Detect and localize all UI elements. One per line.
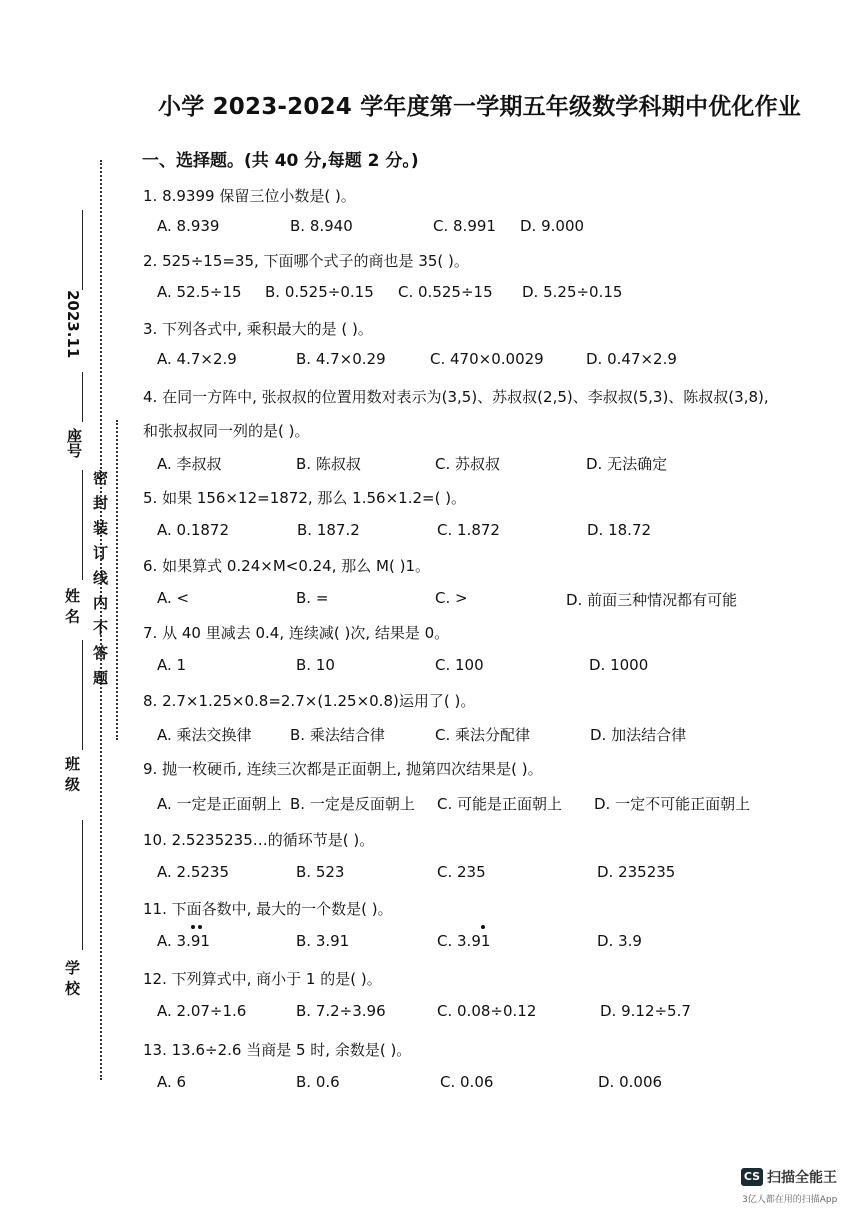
q3-option-b: B. 4.7×0.29 (296, 350, 386, 368)
seat-underline (82, 372, 83, 422)
name-underline (82, 470, 83, 580)
question-3: 3. 下列各式中, 乘积最大的是 ( )。 (143, 320, 373, 338)
repeating-dot (198, 925, 202, 929)
q7-option-a: A. 1 (157, 656, 187, 674)
q4-option-d: D. 无法确定 (586, 455, 668, 473)
q5-option-c: C. 1.872 (437, 521, 500, 539)
question-10: 10. 2.5235235…的循环节是( )。 (143, 831, 375, 849)
question-4-continued: 和张叔叔同一列的是( )。 (143, 422, 310, 440)
q2-option-a: A. 52.5÷15 (157, 283, 242, 301)
q10-option-d: D. 235235 (597, 863, 676, 881)
q12-option-b: B. 7.2÷3.96 (296, 1002, 386, 1020)
q1-option-a: A. 8.939 (157, 217, 220, 235)
q13-option-d: D. 0.006 (598, 1073, 663, 1091)
q9-option-d: D. 一定不可能正面朝上 (594, 795, 751, 813)
q2-option-b: B. 0.525÷0.15 (265, 283, 374, 301)
question-9: 9. 抛一枚硬币, 连续三次都是正面朝上, 抛第四次结果是( )。 (143, 760, 543, 778)
q6-option-a: A. < (157, 589, 190, 607)
q11-option-d: D. 3.9 (597, 932, 642, 950)
question-11: 11. 下面各数中, 最大的一个数是( )。 (143, 900, 393, 918)
q12-option-a: A. 2.07÷1.6 (157, 1002, 247, 1020)
q4-option-c: C. 苏叔叔 (435, 455, 501, 473)
exam-title: 小学 2023-2024 学年度第一学期五年级数学科期中优化作业 (158, 94, 801, 120)
repeating-dot (191, 925, 195, 929)
q13-option-a: A. 6 (157, 1073, 187, 1091)
q1-option-b: B. 8.940 (290, 217, 353, 235)
q13-option-b: B. 0.6 (296, 1073, 340, 1091)
question-6: 6. 如果算式 0.24×M<0.24, 那么 M( )1。 (143, 557, 430, 575)
name-label: 姓 名 (63, 588, 81, 624)
q8-option-b: B. 乘法结合律 (290, 726, 385, 744)
question-7: 7. 从 40 里减去 0.4, 连续减( )次, 结果是 0。 (143, 624, 450, 642)
seal-instruction: 密封装订线内不答题 (91, 470, 109, 695)
q7-option-d: D. 1000 (589, 656, 649, 674)
q12-option-c: C. 0.08÷0.12 (437, 1002, 537, 1020)
q6-option-d: D. 前面三种情况都有可能 (566, 591, 738, 609)
question-2: 2. 525÷15=35, 下面哪个式子的商也是 35( )。 (143, 252, 469, 270)
date-underline (82, 210, 83, 290)
q7-option-c: C. 100 (435, 656, 484, 674)
q13-option-c: C. 0.06 (440, 1073, 494, 1091)
q7-option-b: B. 10 (296, 656, 335, 674)
q8-option-c: C. 乘法分配律 (435, 726, 531, 744)
question-4: 4. 在同一方阵中, 张叔叔的位置用数对表示为(3,5)、苏叔叔(2,5)、李叔叔(5,3)、陈叔叔(3,8), (143, 388, 769, 406)
q11-option-c: C. 3.91 (437, 932, 491, 950)
q3-option-a: A. 4.7×2.9 (157, 350, 237, 368)
q9-option-c: C. 可能是正面朝上 (437, 795, 563, 813)
school-label: 学 校 (63, 960, 81, 996)
q11-option-b: B. 3.91 (296, 932, 350, 950)
q4-option-a: A. 李叔叔 (157, 455, 222, 473)
q8-option-d: D. 加法结合律 (590, 726, 687, 744)
q4-option-b: B. 陈叔叔 (296, 455, 361, 473)
scanner-logo-icon: CS (741, 1168, 763, 1186)
q10-option-c: C. 235 (437, 863, 486, 881)
seat-label: 座号 (65, 428, 83, 458)
q10-option-b: B. 523 (296, 863, 345, 881)
binding-dotted-line-inner (116, 420, 118, 740)
q11-option-a: A. 3.91 (157, 932, 210, 950)
school-underline (82, 820, 83, 950)
q10-option-a: A. 2.5235 (157, 863, 230, 881)
exam-date: 2023.11 (64, 290, 82, 359)
scanner-tagline: 3亿人都在用的扫描App (742, 1195, 838, 1205)
question-8: 8. 2.7×1.25×0.8=2.7×(1.25×0.8)运用了( )。 (143, 692, 476, 710)
class-label: 班 级 (63, 756, 81, 792)
q1-option-d: D. 9.000 (520, 217, 585, 235)
section-multiple-choice: 一、选择题。(共 40 分,每题 2 分。) (142, 151, 419, 171)
q5-option-b: B. 187.2 (297, 521, 360, 539)
q2-option-c: C. 0.525÷15 (398, 283, 493, 301)
question-1: 1. 8.9399 保留三位小数是( )。 (143, 187, 356, 205)
question-5: 5. 如果 156×12=1872, 那么 1.56×1.2=( )。 (143, 489, 467, 507)
q9-option-b: B. 一定是反面朝上 (290, 795, 415, 813)
q6-option-b: B. = (296, 589, 329, 607)
q3-option-c: C. 470×0.0029 (430, 350, 544, 368)
q6-option-c: C. > (435, 589, 468, 607)
scanner-brand: 扫描全能王 (767, 1170, 837, 1186)
q9-option-a: A. 一定是正面朝上 (157, 795, 282, 813)
q5-option-a: A. 0.1872 (157, 521, 230, 539)
repeating-dot (481, 925, 485, 929)
q3-option-d: D. 0.47×2.9 (586, 350, 677, 368)
q1-option-c: C. 8.991 (433, 217, 496, 235)
class-underline (82, 640, 83, 750)
question-12: 12. 下列算式中, 商小于 1 的是( )。 (143, 970, 382, 988)
q2-option-d: D. 5.25÷0.15 (522, 283, 623, 301)
question-13: 13. 13.6÷2.6 当商是 5 时, 余数是( )。 (143, 1041, 412, 1059)
q12-option-d: D. 9.12÷5.7 (600, 1002, 691, 1020)
q8-option-a: A. 乘法交换律 (157, 726, 252, 744)
q5-option-d: D. 18.72 (587, 521, 652, 539)
